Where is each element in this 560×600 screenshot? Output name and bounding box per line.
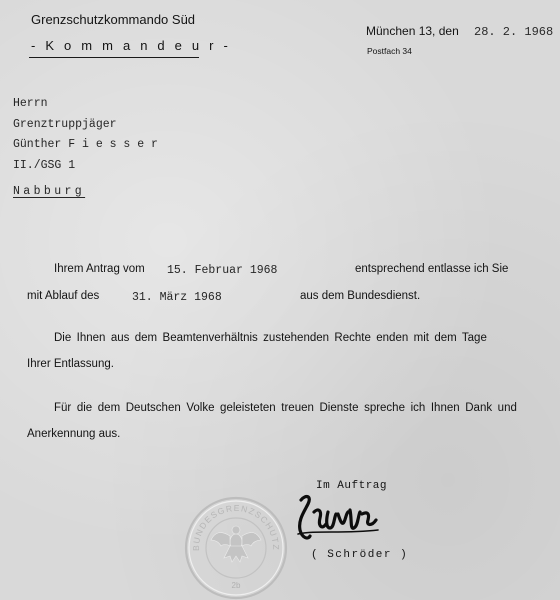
sender-organization: Grenzschutzkommando Süd [31,12,196,27]
postfach: Postfach 34 [367,46,412,56]
letter-date: 28. 2. 1968 [474,25,554,39]
recipient-name: Günther F i e s s e r [13,138,158,151]
seal-number: 2b [231,581,241,590]
svg-text:BUNDESGRENZSCHUTZ: BUNDESGRENZSCHUTZ [190,502,282,552]
place-date-label: München 13, den [366,24,459,38]
im-auftrag-label: Im Auftrag [316,480,388,492]
body-line2-start: mit Ablauf des [27,290,100,302]
recipient-rank: Grenztruppjäger [13,118,117,131]
paragraph-thanks-line1: Für die dem Deutschen Volke geleisteten treuen Dienste spreche ich Ihnen Dank und [54,402,517,414]
paragraph-rights-line1: Die Ihnen aus dem Beamtenverhältnis zustehenden Rechte enden mit dem Tage [54,332,487,344]
body-line1-end: entsprechend entlasse ich Sie [355,263,509,275]
body-line2-end: aus dem Bundesdienst. [300,290,421,302]
application-date: 15. Februar 1968 [167,264,278,277]
paragraph-rights-line2: Ihrer Entlassung. [27,358,114,370]
embossed-eagle-seal-icon [181,490,291,600]
sender-title: - K o m m a n d e u r - [31,38,232,53]
recipient-salutation: Herrn [13,97,48,110]
body-line1-start: Ihrem Antrag vom [54,263,145,275]
recipient-unit: II./GSG 1 [13,159,76,172]
header-rule [29,57,199,58]
handwritten-signature [292,490,384,546]
paragraph-thanks-line2: Anerkennung aus. [27,428,121,440]
recipient-location: Nabburg [13,185,86,198]
discharge-date: 31. März 1968 [132,291,222,304]
signer-name: ( Schröder ) [311,549,409,561]
